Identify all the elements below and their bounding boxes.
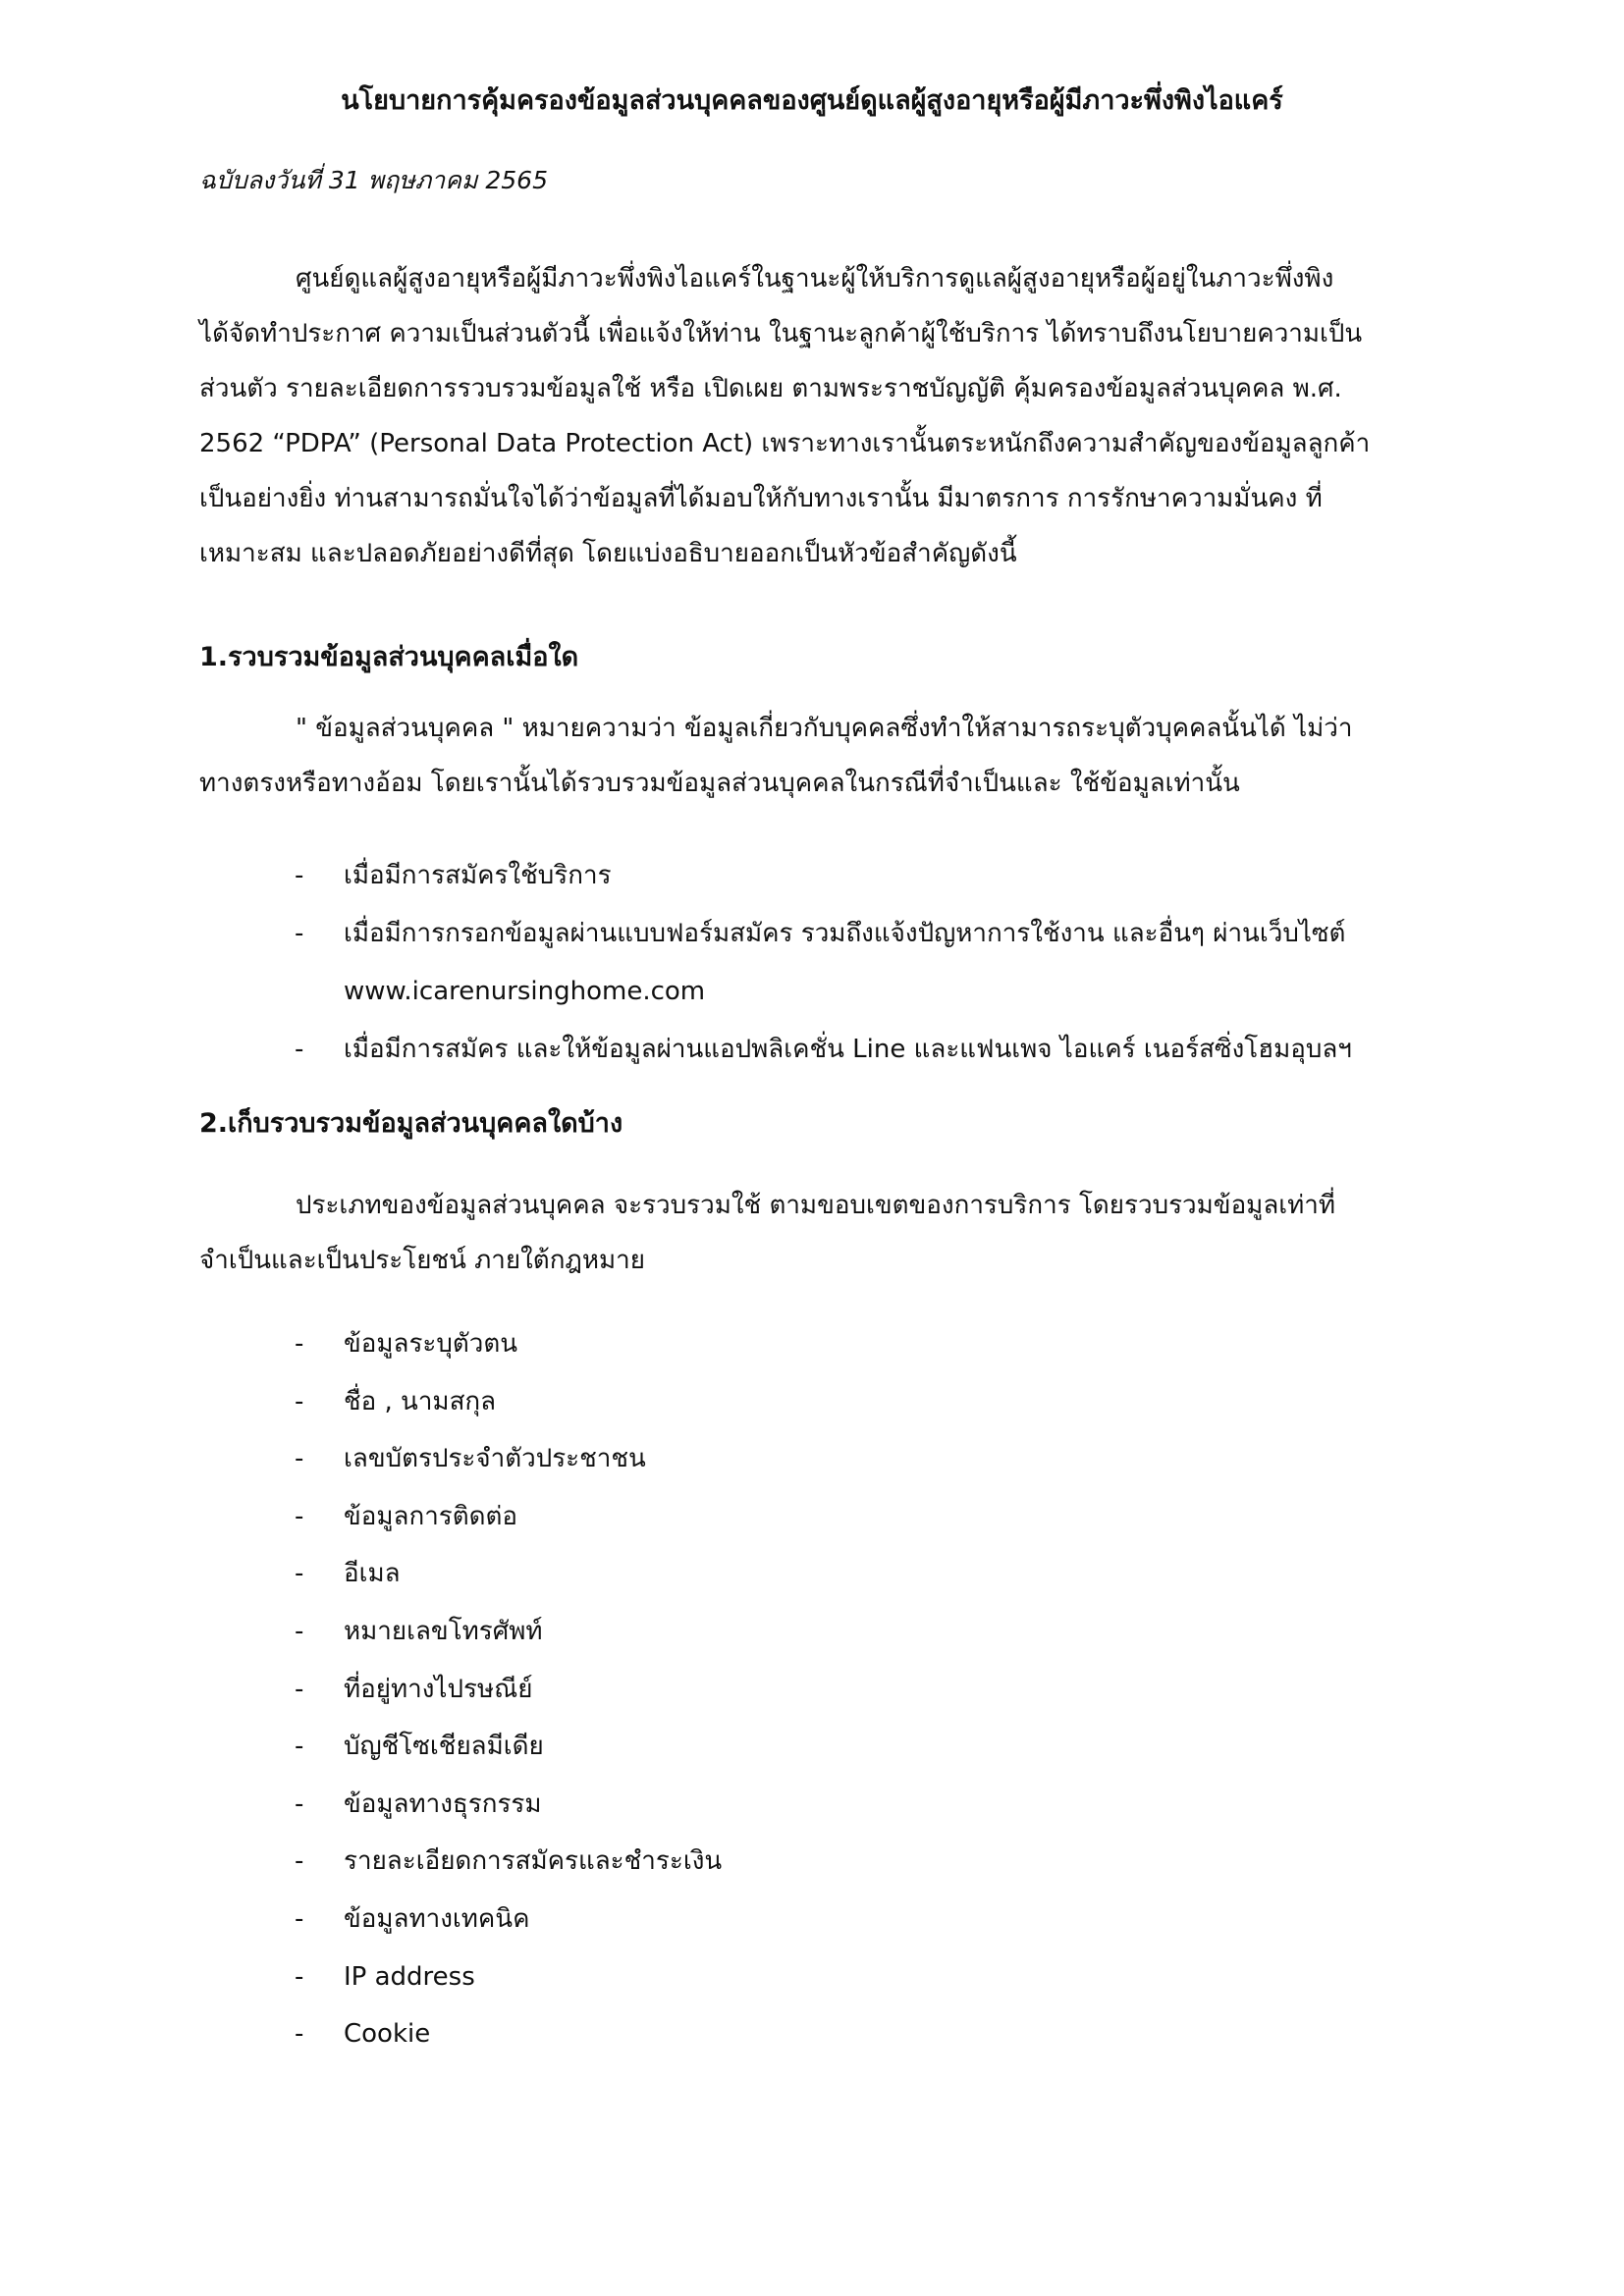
- list-item-text: รายละเอียดการสมัครและชำระเงิน: [344, 1846, 723, 1877]
- section-1-list: [295, 847, 1352, 1079]
- list-item-text: ข้อมูลทางธุรกรรม: [344, 1789, 542, 1819]
- list-dash: -: [295, 1674, 304, 1704]
- intro-line: ได้จัดทำประกาศ ความเป็นส่วนตัวนี้ เพื่อแจ้งให้ท่าน ในฐานะลูกค้าผู้ใช้บริการ ได้ทราบถึงนโยบายความเป็น: [199, 319, 1363, 348]
- list-item-text: ข้อมูลทางเทคนิค: [344, 1903, 530, 1934]
- intro-line: ส่วนตัว รายละเอียดการรวบรวมข้อมูลใช้ หรือ เปิดเผย ตามพระราชบัญญัติ คุ้มครองข้อมูลส่วนบุคคล พ.ศ.: [199, 374, 1342, 403]
- list-dash: -: [295, 1035, 304, 1064]
- list-item-text: IP address: [344, 1961, 475, 1992]
- section-2-line: ประเภทของข้อมูลส่วนบุคคล จะรวบรวมใช้ ตามขอบเขตของการบริการ โดยรวบรวมข้อมูลเท่าที่: [296, 1191, 1336, 1220]
- list-item-text: ข้อมูลระบุตัวตน: [344, 1329, 518, 1359]
- intro-paragraph: [199, 251, 1427, 581]
- list-item: [295, 1373, 722, 1431]
- list-dash: -: [295, 1846, 304, 1877]
- list-item: [295, 1021, 1352, 1079]
- list-dash: -: [295, 1961, 304, 1992]
- list-dash: -: [295, 1386, 304, 1416]
- list-item: [295, 1488, 722, 1546]
- list-item-text: เมื่อมีการกรอกข้อมูลผ่านแบบฟอร์มสมัคร รวมถึงแจ้งปัญหาการใช้งาน และอื่นๆ ผ่านเว็บไซต์: [344, 919, 1346, 948]
- list-dash: -: [295, 1329, 304, 1359]
- list-item: [295, 847, 1352, 905]
- list-dash: -: [295, 919, 304, 948]
- list-dash: -: [295, 1732, 304, 1762]
- document-title: นโยบายการคุ้มครองข้อมูลส่วนบุคคลของศูนย์ดูแลผู้สูงอายุหรือผู้มีภาวะพึ่งพิงไอแคร์: [341, 85, 1283, 116]
- section-1-heading: 1.รวบรวมข้อมูลส่วนบุคคลเมื่อใด: [199, 642, 579, 672]
- list-item: [295, 2005, 722, 2063]
- section-2-list: [295, 1315, 722, 2063]
- list-dash: -: [295, 861, 304, 890]
- list-item: [295, 1661, 722, 1719]
- intro-line: ศูนย์ดูแลผู้สูงอายุหรือผู้มีภาวะพึ่งพิงไอแคร์ในฐานะผู้ให้บริการดูแลผู้สูงอายุหรือผู้อยู่ในภาวะพึ่งพิง: [296, 264, 1334, 294]
- list-item: [295, 1545, 722, 1603]
- list-item-text: เมื่อมีการสมัครใช้บริการ: [344, 861, 612, 890]
- list-dash: -: [295, 1559, 304, 1589]
- list-item-text: เลขบัตรประจำตัวประชาชน: [344, 1444, 646, 1474]
- list-dash: -: [295, 1616, 304, 1646]
- list-dash: -: [295, 1789, 304, 1819]
- list-item: [295, 1603, 722, 1661]
- list-dash: -: [295, 1444, 304, 1474]
- list-item: [295, 1718, 722, 1776]
- list-item-text: อีเมล: [344, 1559, 401, 1589]
- document-date: ฉบับลงวันที่ 31 พฤษภาคม 2565: [199, 166, 548, 194]
- section-2-line: จำเป็นและเป็นประโยชน์ ภายใต้กฎหมาย: [199, 1246, 645, 1275]
- list-dash: -: [295, 2019, 304, 2050]
- section-1-line: " ข้อมูลส่วนบุคคล " หมายความว่า ข้อมูลเกี่ยวกับบุคคลซึ่งทำให้สามารถระบุตัวบุคคลนั้นได้ ไม่ว่า: [296, 714, 1353, 743]
- website-url: www.icarenursinghome.com: [344, 977, 706, 1006]
- list-dash: -: [295, 1501, 304, 1531]
- list-item-text: ข้อมูลการติดต่อ: [344, 1501, 518, 1531]
- list-item: [295, 1776, 722, 1834]
- list-item: [295, 1949, 722, 2006]
- list-item: [295, 1891, 722, 1949]
- section-2-paragraph: [199, 1178, 1427, 1288]
- section-1-paragraph: [199, 701, 1427, 811]
- intro-line: เป็นอย่างยิ่ง ท่านสามารถมั่นใจได้ว่าข้อมูลที่ได้มอบให้กับทางเรานั้น มีมาตรการ การรักษาความมั่นคง ที่: [199, 484, 1323, 513]
- section-2-heading: 2.เก็บรวบรวมข้อมูลส่วนบุคคลใดบ้าง: [199, 1108, 623, 1139]
- list-item-text: หมายเลขโทรศัพท์: [344, 1616, 543, 1646]
- section-1-line: ทางตรงหรือทางอ้อม โดยเรานั้นได้รวบรวมข้อมูลส่วนบุคคลในกรณีที่จำเป็นและ ใช้ข้อมูลเท่านั้น: [199, 769, 1240, 798]
- list-item-text: Cookie: [344, 2019, 431, 2050]
- list-item: [295, 1430, 722, 1488]
- list-dash: -: [295, 1903, 304, 1934]
- list-item-text: เมื่อมีการสมัคร และให้ข้อมูลผ่านแอปพลิเคชั่น Line และแฟนเพจ ไอแคร์ เนอร์สซิ่งโฮมอุบลฯ: [344, 1035, 1352, 1064]
- list-item: [295, 905, 1352, 1021]
- list-item: [295, 1833, 722, 1891]
- list-item: [295, 1315, 722, 1373]
- intro-line: เหมาะสม และปลอดภัยอย่างดีที่สุด โดยแบ่งอธิบายออกเป็นหัวข้อสำคัญดังนี้: [199, 539, 1017, 568]
- intro-line: 2562 “PDPA” (Personal Data Protection Act) เพราะทางเรานั้นตระหนักถึงความสำคัญของข้อมูลลูกค้า: [199, 429, 1371, 458]
- list-item-text: ที่อยู่ทางไปรษณีย์: [344, 1674, 533, 1704]
- list-item-text: บัญชีโซเชียลมีเดีย: [344, 1732, 544, 1762]
- list-item-text: ชื่อ , นามสกุล: [344, 1386, 497, 1416]
